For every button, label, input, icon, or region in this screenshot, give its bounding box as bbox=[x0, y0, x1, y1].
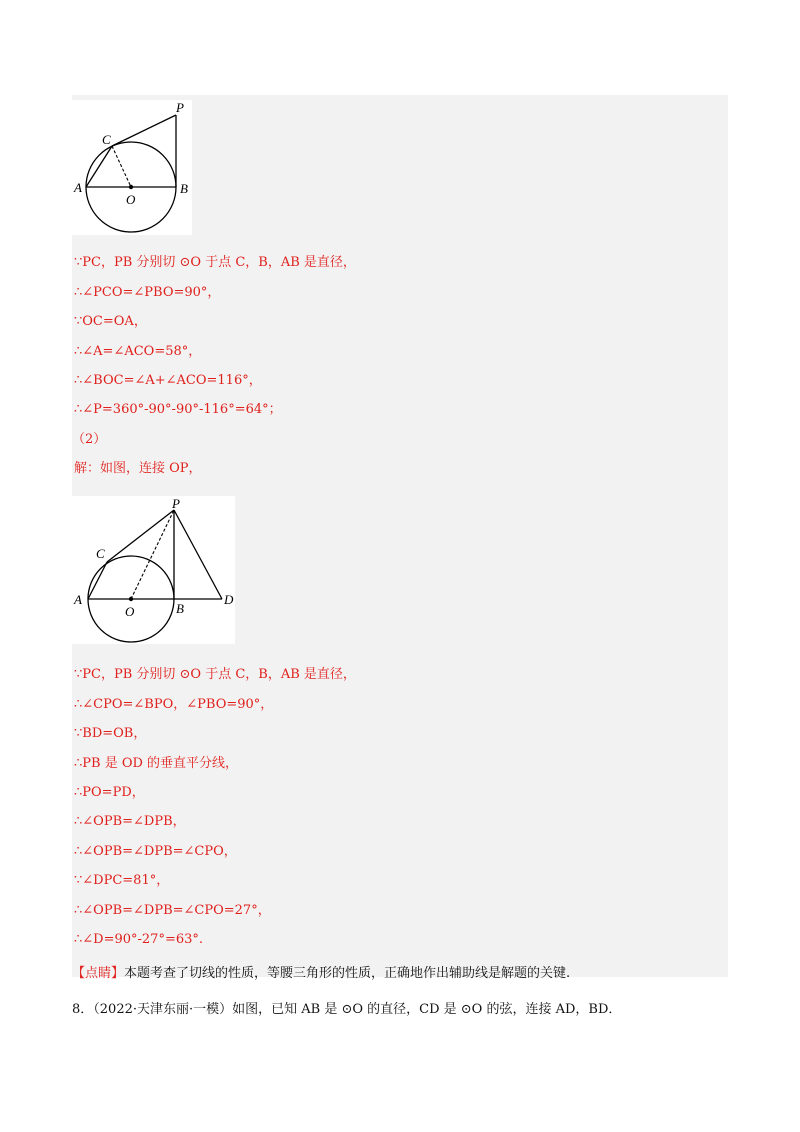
center-dot bbox=[129, 185, 133, 189]
radius-oc bbox=[112, 146, 131, 187]
center-dot bbox=[129, 597, 133, 601]
segment-pd bbox=[174, 510, 222, 599]
figure-2-svg bbox=[72, 496, 235, 644]
solution-line: ∴PB 是 OD 的垂直平分线， bbox=[74, 756, 239, 771]
figure-1-svg bbox=[72, 100, 192, 235]
solution-line: ∵∠DPC=81°， bbox=[74, 873, 170, 888]
chord-ac bbox=[88, 562, 107, 599]
label-a: A bbox=[74, 592, 82, 607]
label-b: B bbox=[180, 181, 188, 196]
comment-line bbox=[72, 962, 570, 981]
solution-line: ∴∠D=90°-27°=63°. bbox=[74, 932, 204, 947]
solution-line: ∴∠CPO=∠BPO，∠PBO=90°， bbox=[74, 697, 274, 712]
solution-line: ∴PO=PD， bbox=[74, 785, 145, 800]
geometry-figure-1 bbox=[72, 100, 192, 235]
segment-op bbox=[131, 510, 174, 599]
label-o: O bbox=[126, 192, 136, 207]
solution-line: ∴∠A=∠ACO=58°， bbox=[74, 344, 202, 359]
question-8: 8．（2022·天津东丽·一模）如图，已知 AB 是 ⊙O 的直径，CD 是 ⊙O 的弦，连接 AD，BD． bbox=[72, 1002, 622, 1017]
tangent-pc bbox=[112, 115, 176, 146]
solution-line: ∴∠BOC=∠A+∠ACO=116°， bbox=[74, 373, 262, 388]
part-2-intro: 解：如图，连接 OP， bbox=[74, 461, 202, 476]
label-c: C bbox=[96, 546, 105, 561]
chord-ac bbox=[86, 146, 112, 187]
solution-line: ∵BD=OB， bbox=[74, 726, 147, 741]
comment-tag: 【点睛】 bbox=[72, 966, 125, 981]
label-o: O bbox=[125, 604, 135, 619]
part-2-heading: （2） bbox=[72, 432, 107, 447]
solution-line: ∴∠P=360°-90°-90°-116°=64°； bbox=[74, 402, 282, 417]
solution-line: ∴∠OPB=∠DPB=∠CPO=27°， bbox=[74, 903, 271, 918]
solution-line: ∴∠OPB=∠DPB， bbox=[74, 814, 186, 829]
tangent-pc bbox=[107, 510, 174, 562]
solution-line: ∴∠OPB=∠DPB=∠CPO， bbox=[74, 844, 237, 859]
solution-line: ∵PC，PB 分别切 ⊙O 于点 C，B，AB 是直径， bbox=[74, 255, 356, 270]
label-p: P bbox=[172, 496, 180, 511]
label-p: P bbox=[176, 100, 184, 115]
solution-line: ∴∠PCO=∠PBO=90°， bbox=[74, 285, 221, 300]
label-c: C bbox=[102, 132, 111, 147]
label-a: A bbox=[74, 180, 82, 195]
solution-line: ∵PC，PB 分别切 ⊙O 于点 C，B，AB 是直径， bbox=[74, 667, 356, 682]
label-d: D bbox=[224, 592, 234, 607]
label-b: B bbox=[176, 601, 184, 616]
comment-text: 本题考查了切线的性质，等腰三角形的性质，正确地作出辅助线是解题的关键. bbox=[124, 966, 571, 981]
solution-line: ∵OC=OA， bbox=[74, 314, 147, 329]
geometry-figure-2 bbox=[72, 496, 235, 644]
